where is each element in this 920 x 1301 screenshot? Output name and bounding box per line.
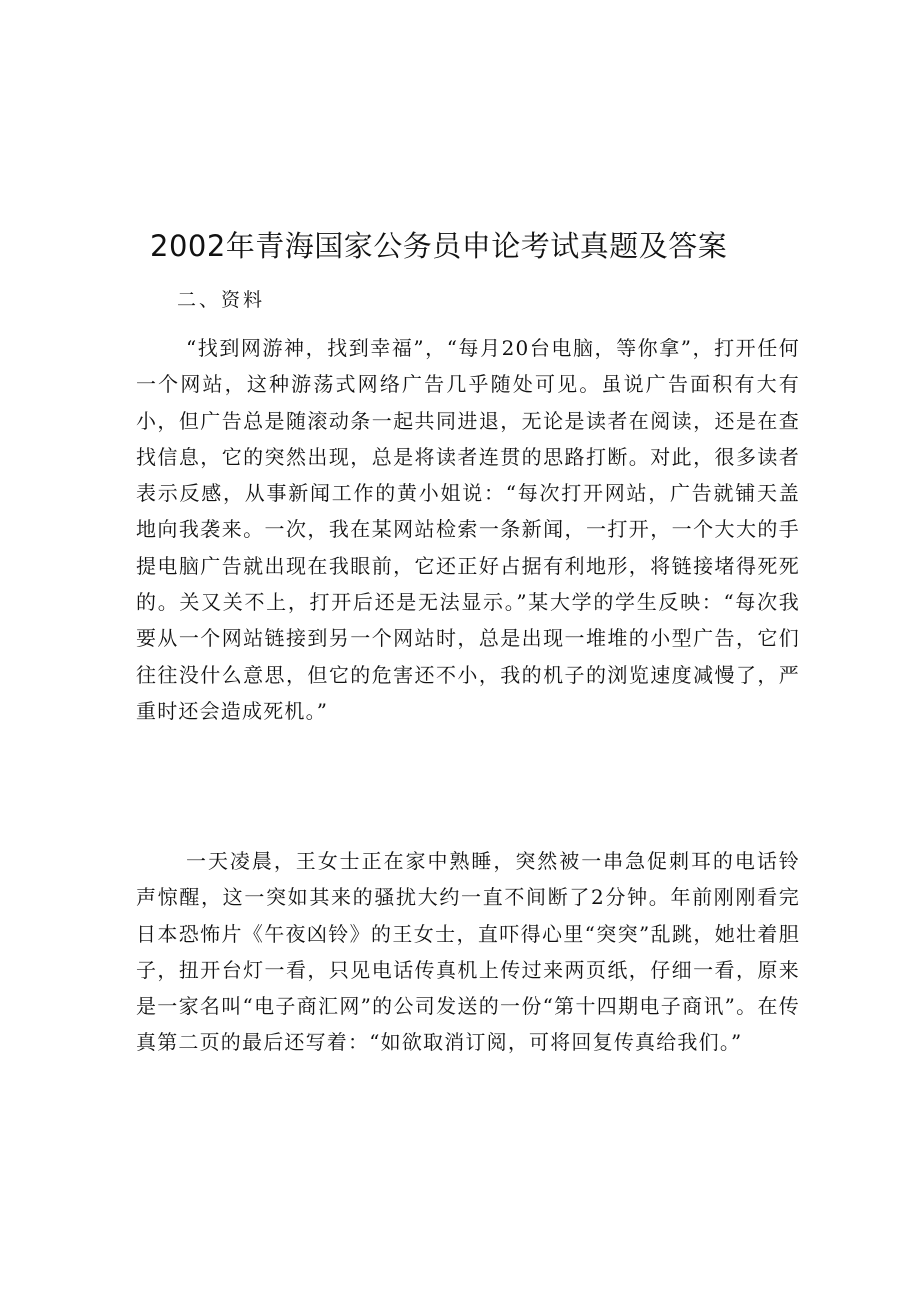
- paragraph-1: “找到网游神，找到幸福”，“每月20台电脑，等你拿”，打开任何一个网站，这种游荡式网络广告几乎随处可见。虽说广告面积有大有小，但广告总是随滚动条一起共同进退，无论是读者在阅读，还是在查找信息，它的突然出现，总是将读者连贯的思路打断。对此，很多读者表示反感，从事新闻工作的黄小姐说：“每次打开网站，广告就铺天盖地向我袭来。一次，我在某网站检索一条新闻，一打开，一个大大的手提电脑广告就出现在我眼前，它还正好占据有利地形，将链接堵得死死的。关又关不上，打开后还是无法显示。”某大学的学生反映：“每次我要从一个网站链接到另一个网站时，总是出现一堆堆的小型广告，它们往往没什么意思，但它的危害还不小，我的机子的浏览速度减慢了，严重时还会造成死机。”: [136, 336, 800, 723]
- page-title: 2002年青海国家公务员申论考试真题及答案: [150, 229, 728, 263]
- paragraph-2: 一天凌晨，王女士正在家中熟睡，突然被一串急促刺耳的电话铃声惊醒，这一突如其来的骚扰大约一直不间断了2分钟。年前刚刚看完日本恐怖片《午夜凶铃》的王女士，直吓得心里“突突”乱跳，她壮着胆子，扭开台灯一看，只见电话传真机上传过来两页纸，仔细一看，原来是一家名叫“电子商汇网”的公司发送的一份“第十四期电子商讯”。在传真第二页的最后还写着：“如欲取消订阅，可将回复传真给我们。”: [136, 849, 800, 1055]
- section-label: 二、资料: [177, 289, 266, 311]
